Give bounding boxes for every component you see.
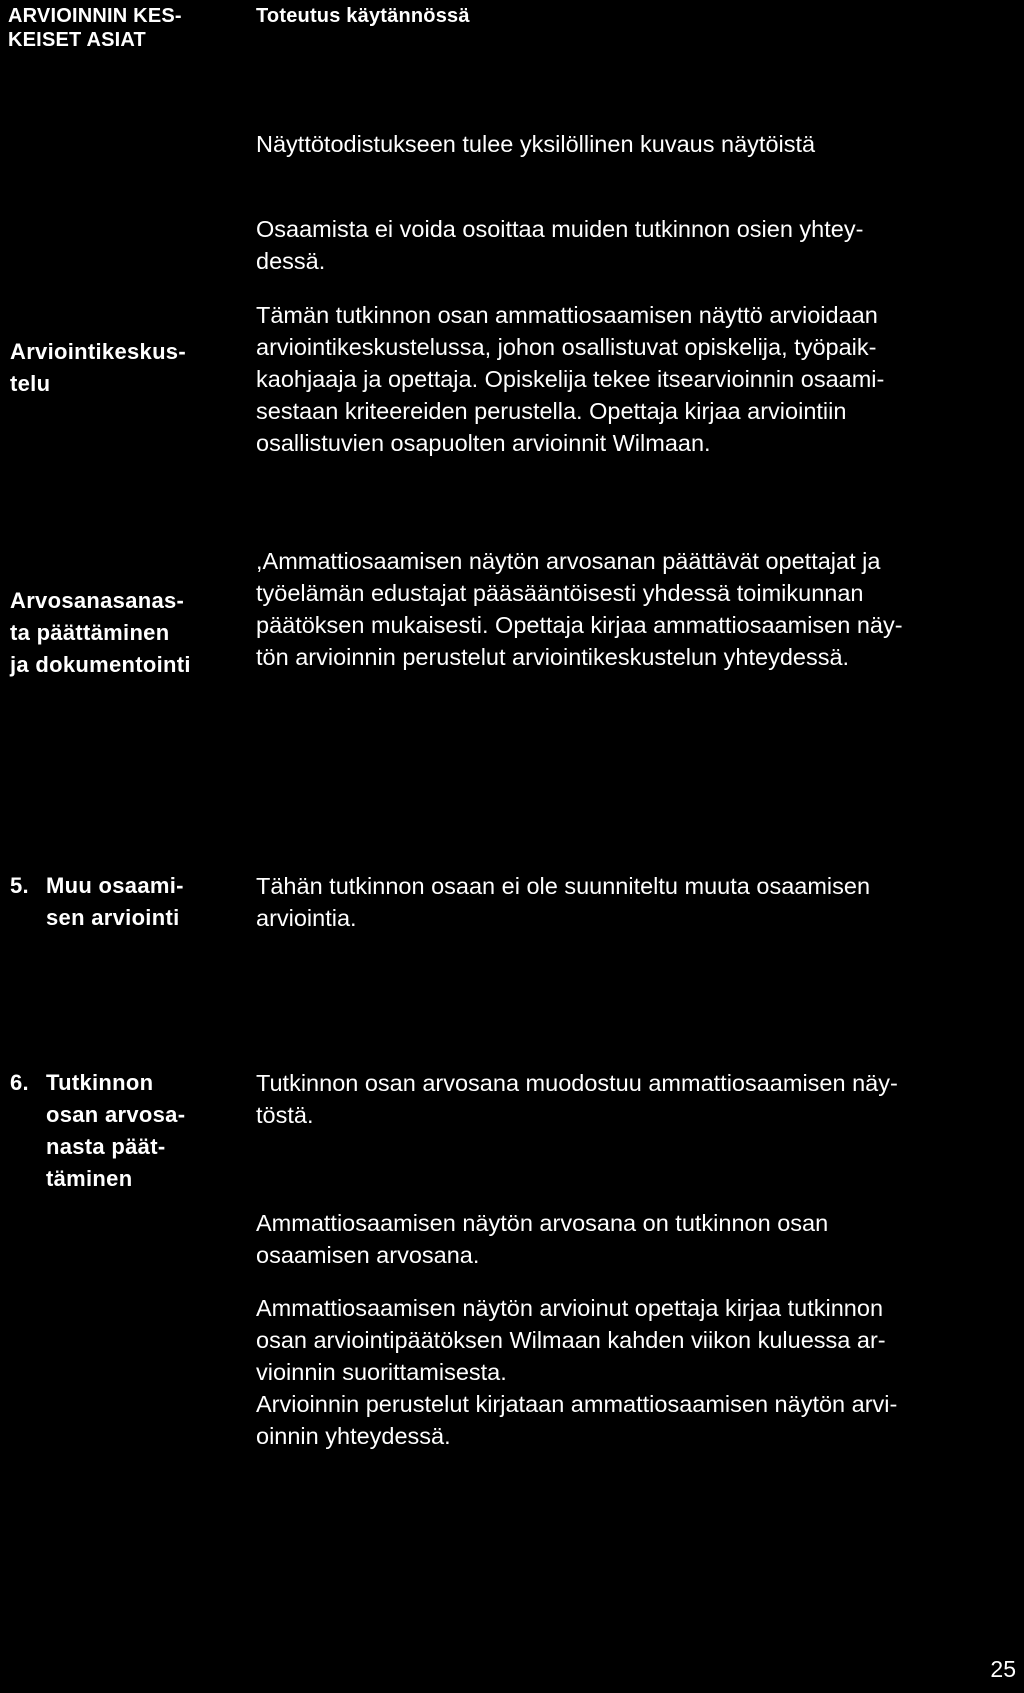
label-arviointikeskustelu-line2: telu	[10, 371, 51, 396]
label-arviointikeskustelu-line1: Arviointikeskus-	[10, 339, 186, 364]
page-number: 25	[990, 1656, 1016, 1682]
label-arvosana-line3: ja dokumentointi	[10, 652, 191, 677]
label-muu-line2: sen arviointi	[46, 905, 180, 930]
paragraph-grade-equals: Ammattiosaamisen näytön arvosana on tutkinnon osan osaamisen arvosana.	[256, 1210, 829, 1268]
paragraph-assessment-discussion: Tämän tutkinnon osan ammattiosaamisen näyttö arvioidaan arviointikeskustelussa, johon osallistuvat opiskelija, työpaik- kaohjaaja ja opettaja. Opiskelija tekee itsearvioinnin osaami- sestaan kriteereiden perustella. Opettaja kirjaa arviointiin osallistuvien osapuolten arvioinnit Wilmaan.	[256, 302, 885, 456]
section-number-6: 6.	[10, 1070, 29, 1095]
column-header-criteria-line1: ARVIOINNIN KES-	[8, 5, 182, 27]
label-arviointikeskustelu	[10, 336, 250, 400]
paragraph-no-other-parts: Osaamista ei voida osoittaa muiden tutkinnon osien yhtey- dessä.	[256, 216, 864, 274]
label-muu-line1: Muu osaami-	[46, 873, 184, 898]
label-muu-osaamisen-arviointi	[10, 870, 250, 934]
paragraph-other-assessment: Tähän tutkinnon osaan ei ole suunniteltu muuta osaamisen arviointia.	[256, 873, 871, 931]
label-arvosana-line2: ta päättäminen	[10, 620, 170, 645]
label-tutkinnon-line2: osan arvosa-	[46, 1102, 186, 1127]
column-header-criteria	[8, 4, 228, 52]
paragraph-grade-formation: Tutkinnon osan arvosana muodostuu ammattiosaamisen näy- töstä.	[256, 1070, 898, 1128]
column-header-criteria-line2: KEISET ASIAT	[8, 29, 146, 51]
paragraph-certificate-description: Näyttötodistukseen tulee yksilöllinen kuvaus näytöistä	[256, 131, 816, 157]
label-tutkinnon-line3: nasta päät-	[46, 1134, 166, 1159]
label-tutkinnon-line1: Tutkinnon	[46, 1070, 154, 1095]
label-tutkinnon-line4: täminen	[46, 1166, 133, 1191]
section-number-5: 5.	[10, 873, 29, 898]
paragraph-recording-decision: Ammattiosaamisen näytön arvioinut opettaja kirjaa tutkinnon osan arviointipäätöksen Wilmaan kahden viikon kuluessa ar- vioinnin suorittamisesta. Arvioinnin perustelut kirjataan ammattiosaamisen näytön arvi- oinnin yhteydessä.	[256, 1295, 898, 1449]
column-header-implementation: Toteutus käytännössä	[256, 5, 470, 27]
label-arvosana-paattaminen	[10, 585, 250, 681]
label-tutkinnon-osan-arvosana	[10, 1067, 250, 1195]
label-arvosana-line1: Arvosanasanas-	[10, 588, 185, 613]
paragraph-grade-decision: ,Ammattiosaamisen näytön arvosanan päättävät opettajat ja työelämän edustajat pääsääntöisesti yhdessä toimikunnan päätöksen mukaisesti. Opettaja kirjaa ammattiosaamisen näy- tön arvioinnin perustelut arviointikeskustelun yhteydessä.	[256, 548, 903, 670]
